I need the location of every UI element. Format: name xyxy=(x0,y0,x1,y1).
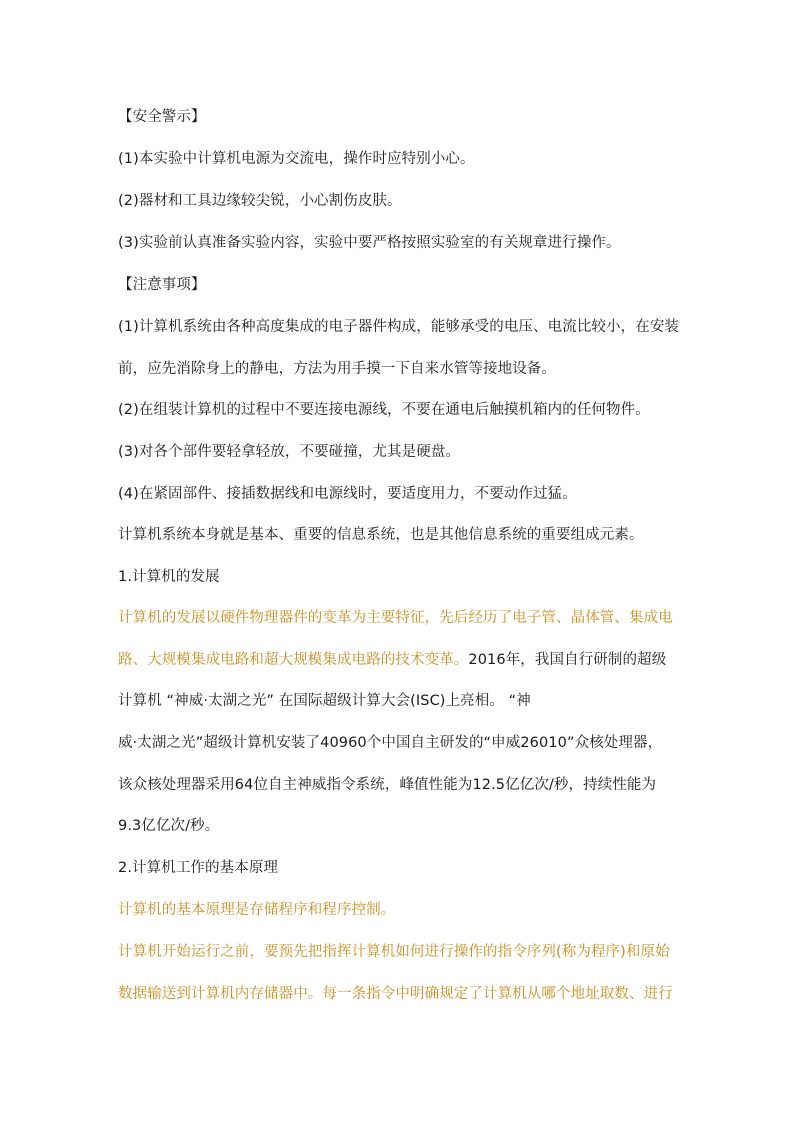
section-1-highlight-line-2: 路、大规模集成电路和超大规模集成电路的技术变革。 xyxy=(118,652,469,668)
notes-item-1-line-1: (1)计算机系统由各种高度集成的电子器件构成，能够承受的电压、电流比较小，在安装 xyxy=(118,319,680,335)
section-1-line-6: 9.3亿亿次/秒。 xyxy=(118,818,220,834)
safety-item-2: (2)器材和工具边缘较尖锐，小心割伤皮肤。 xyxy=(118,193,402,209)
safety-heading: 【安全警示】 xyxy=(118,109,206,125)
section-2-highlight-line-3: 数据输送到计算机内存储器中。每一条指令中明确规定了计算机从哪个地址取数、进行 xyxy=(118,986,673,1002)
section-2-heading: 2.计算机工作的基本原理 xyxy=(118,860,279,876)
safety-item-3: (3)实验前认真准备实验内容，实验中要严格按照实验室的有关规章进行操作。 xyxy=(118,235,621,251)
notes-item-4: (4)在紧固部件、接插数据线和电源线时，要适度用力，不要动作过猛。 xyxy=(118,486,577,502)
section-1-normal-line-2: 2016年，我国自行研制的超级 xyxy=(468,652,667,668)
safety-item-1: (1)本实验中计算机电源为交流电，操作时应特别小心。 xyxy=(118,151,475,167)
notes-heading: 【注意事项】 xyxy=(118,277,206,293)
section-1-highlight-line-1: 计算机的发展以硬件物理器件的变革为主要特征，先后经历了电子管、晶体管、集成电 xyxy=(118,610,673,626)
section-1-line-2 xyxy=(118,650,666,670)
section-1-line-3: 计算机 “神威·太湖之光” 在国际超级计算大会(ISC)上亮相。 “神 xyxy=(118,693,531,709)
section-2-highlight-line-2: 计算机开始运行之前，要预先把指挥计算机如何进行操作的指令序列(称为程序)和原始 xyxy=(118,944,670,960)
notes-item-1-line-2: 前，应先消除身上的静电，方法为用手摸一下自来水管等接地设备。 xyxy=(118,361,556,377)
section-1-line-5: 该众核处理器采用64位自主神威指令系统，峰值性能为12.5亿亿次/秒，持续性能为 xyxy=(118,777,657,793)
notes-item-3: (3)对各个部件要轻拿轻放，不要碰撞，尤其是硬盘。 xyxy=(118,444,461,460)
intro-paragraph: 计算机系统本身就是基本、重要的信息系统，也是其他信息系统的重要组成元素。 xyxy=(118,527,644,543)
section-1-heading: 1.计算机的发展 xyxy=(118,569,220,585)
section-2-highlight-line-1: 计算机的基本原理是存储程序和程序控制。 xyxy=(118,902,396,918)
notes-item-2: (2)在组装计算机的过程中不要连接电源线，不要在通电后触摸机箱内的任何物件。 xyxy=(118,402,650,418)
section-1-line-4: 威·太湖之光”超级计算机安装了40960个中国自主研发的“申威26010”众核处理器， xyxy=(118,735,663,751)
